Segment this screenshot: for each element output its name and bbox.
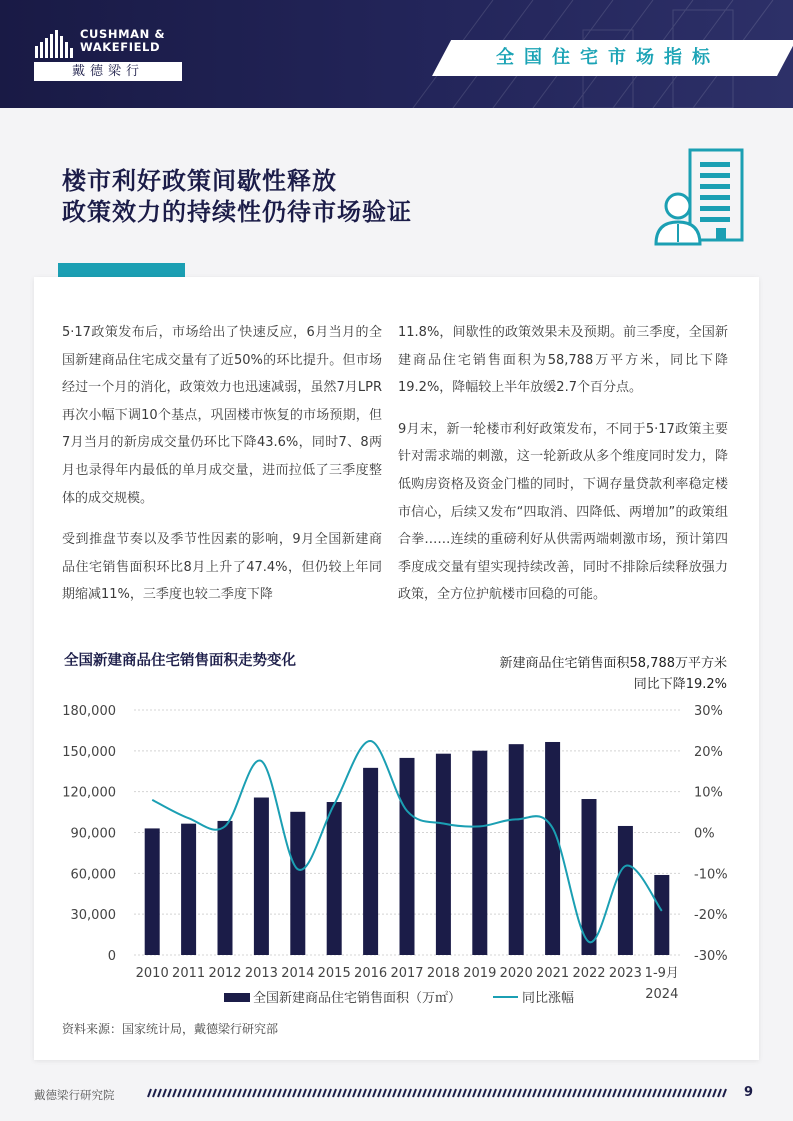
x-tick-label: 2022 — [572, 966, 606, 981]
bar — [145, 828, 160, 955]
bar — [254, 798, 269, 955]
bar — [218, 821, 233, 955]
bar — [654, 875, 669, 955]
bar — [472, 751, 487, 955]
y-left-tick-label: 120,000 — [62, 785, 116, 801]
x-tick-label: 2011 — [172, 966, 206, 981]
logo-bars-icon — [34, 30, 74, 58]
bar — [181, 824, 196, 955]
chart-annotation — [500, 653, 728, 695]
page-title-line2: 政策效力的持续性仍待市场验证 — [62, 198, 412, 226]
paragraph: 受到推盘节奏以及季节性因素的影响，9月全国新建商品住宅销售面积环比8月上升了47.4%，但仍较上年同期缩减11%，三季度也较二季度下降 — [62, 532, 382, 603]
bar — [363, 768, 378, 955]
y-left-tick-label: 150,000 — [62, 744, 116, 760]
x-tick-label: 2020 — [499, 966, 533, 981]
bar — [618, 826, 633, 955]
bar — [509, 744, 524, 955]
page-title — [62, 166, 412, 228]
bar — [290, 812, 305, 955]
legend-bar-swatch — [224, 993, 250, 1002]
x-tick-label: 2017 — [390, 966, 424, 981]
bar — [327, 802, 342, 955]
text-column-right — [398, 319, 728, 623]
chart-note-line2: 同比下降19.2% — [633, 677, 727, 692]
bar — [545, 742, 560, 955]
x-tick-label: 2024 — [645, 987, 679, 1002]
building-person-icon — [654, 148, 746, 246]
y-right-tick-label: -30% — [694, 949, 728, 964]
y-right-tick-label: 10% — [694, 785, 723, 801]
x-tick-label: 1-9月 — [644, 966, 679, 981]
bar — [436, 754, 451, 955]
y-left-tick-label: 90,000 — [70, 826, 116, 842]
x-tick-label: 2010 — [135, 966, 169, 981]
paragraph: 5·17政策发布后，市场给出了快速反应，6月当月的全国新建商品住宅成交量有了近50%的环比提升。但市场经过一个月的消化，政策效力也迅速减弱，虽然7月LPR再次小幅下调10个基点，巩固楼市恢复的市场预期，但7月当月的新房成交量仍环比下降43.6%，同时7、8两月也录得年内最低的单月成交量，进而拉低了三季度整体的成交规模。 — [62, 325, 382, 506]
y-left-tick-label: 180,000 — [62, 704, 116, 719]
x-tick-label: 2023 — [608, 966, 642, 981]
text-column-left — [62, 319, 382, 623]
y-left-tick-label: 60,000 — [70, 867, 116, 883]
y-left-tick-label: 30,000 — [70, 908, 116, 924]
logo-chinese-name: 戴德梁行 — [34, 62, 182, 81]
accent-bar — [58, 263, 185, 277]
y-right-tick-label: 20% — [694, 744, 723, 760]
x-tick-label: 2013 — [244, 966, 278, 981]
bar — [582, 799, 597, 955]
x-tick-label: 2018 — [426, 966, 460, 981]
x-tick-label: 2015 — [317, 966, 351, 981]
y-left-tick-label: 0 — [107, 949, 116, 964]
paragraph: 11.8%，间歇性的政策效果未及预期。前三季度，全国新建商品住宅销售面积为58,788万平方米，同比下降19.2%，降幅较上半年放缓2.7个百分点。 — [398, 325, 728, 396]
legend-line-label: 同比涨幅 — [522, 991, 575, 1006]
page-number: 9 — [744, 1085, 754, 1100]
chart-title: 全国新建商品住宅销售面积走势变化 — [64, 653, 296, 669]
y-right-tick-label: -20% — [694, 908, 728, 924]
footer-label: 戴德梁行研究院 — [34, 1088, 115, 1102]
page-title-line1: 楼市利好政策间歇性释放 — [62, 167, 337, 195]
sales-area-chart — [34, 697, 759, 1015]
x-tick-label: 2016 — [354, 966, 388, 981]
section-title: 全国住宅市场指标 — [496, 47, 720, 68]
header-banner — [0, 0, 793, 108]
y-right-tick-label: -10% — [694, 867, 728, 883]
source-note: 资料来源：国家统计局，戴德梁行研究部 — [62, 1022, 279, 1036]
bar — [400, 758, 415, 955]
x-tick-label: 2014 — [281, 966, 315, 981]
x-tick-label: 2021 — [536, 966, 570, 981]
footer-divider — [146, 1088, 728, 1098]
x-tick-label: 2019 — [463, 966, 497, 981]
company-logo[interactable] — [34, 28, 184, 84]
chart-note-line1: 新建商品住宅销售面积58,788万平方米 — [499, 656, 727, 671]
x-tick-label: 2012 — [208, 966, 242, 981]
logo-wordmark: CUSHMAN & WAKEFIELD — [80, 27, 166, 54]
y-right-tick-label: 30% — [694, 704, 723, 719]
content-card — [34, 277, 759, 1060]
paragraph: 9月末，新一轮楼市利好政策发布，不同于5·17政策主要针对需求端的刺激，这一轮新政从多个维度同时发力，降低购房资格及资金门槛的同时，下调存量贷款利率稳定楼市信心，后续又发布“四取消、四降低、两增加”的政策组合拳……连续的重磅利好从供需两端刺激市场，预计第四季度成交量有望实现持续改善，同时不排除后续释放强力政策，全方位护航楼市回稳的可能。 — [398, 421, 728, 603]
y-right-tick-label: 0% — [694, 826, 715, 842]
legend-bar-label: 全国新建商品住宅销售面积（万㎡） — [253, 991, 462, 1006]
